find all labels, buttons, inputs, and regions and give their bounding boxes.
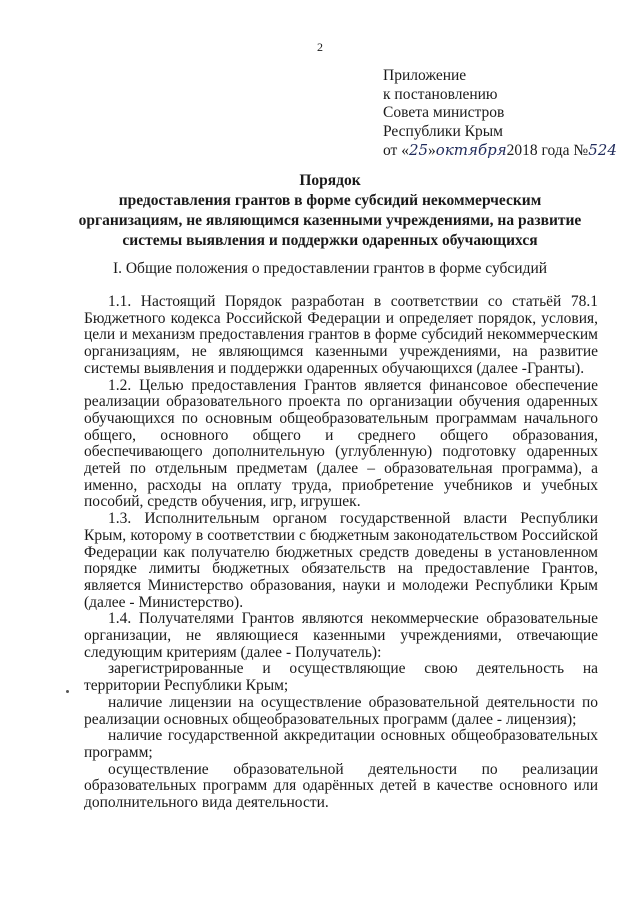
handwritten-number: 524 xyxy=(588,141,617,159)
paragraph: 1.1. Настоящий Порядок разработан в соответствии со статьёй 78.1 Бюджетного кодекса Российской Федерации и определяет порядок, условия, цели и механизм предоставления грантов в форме субсидий некоммерческим организациям, не являющимся казенными учреждениями, на развитие системы выявления и поддержки одаренных обучающихся (далее -Гранты). xyxy=(84,293,598,377)
paragraph: 1.4. Получателями Грантов являются некоммерческие образовательные организации, не являющиеся казенными учреждениями, отвечающие следующим критериям (далее - Получатель): xyxy=(84,610,598,661)
document-title xyxy=(60,171,600,251)
scan-dot xyxy=(66,690,69,693)
annex-line: к постановлению xyxy=(383,85,498,103)
date-mid: » xyxy=(428,142,436,159)
title-line: системы выявления и поддержки одаренных обучающихся xyxy=(122,232,538,249)
paragraph: 1.3. Исполнительным органом государственной власти Республики Крым, которому в соответствии с бюджетным законодательством Российской Федерации как получателю бюджетных средств доведены в установленном порядке лимиты бюджетных обязательств на предоставление Грантов, является Министерство образования, науки и молодежи Республики Крым (далее - Министерство). xyxy=(84,510,598,611)
annex-line: Приложение xyxy=(383,67,467,84)
criteria-item: осуществление образовательной деятельности по реализации образовательных программ для одарённых детей в качестве основного или дополнительного вида деятельности. xyxy=(84,760,598,812)
annex-line: Совета министров xyxy=(383,104,505,121)
date-year: 2018 года № xyxy=(506,142,589,159)
criteria-item: зарегистрированные и осуществляющие свою деятельность на территории Республики Крым; xyxy=(84,660,598,695)
annex-date-line xyxy=(383,141,617,161)
paragraph: 1.2. Целью предоставления Грантов является финансовое обеспечение реализации образовательного проекта по организации обучения одаренных обучающихся по основным общеобразовательным программам начального общего, основного общего и среднего общего образования, обеспечивающего дополнительную (углубленную) подготовку одаренных детей по отдельным предметам (далее – образовательная программа), а именно, расходы на оплату труда, приобретение учебников и учебных пособий, средств обучения, игр, игрушек. xyxy=(84,376,598,511)
document-body xyxy=(84,294,598,812)
title-line: организациям, не являющимся казенными учреждениями, на развитие xyxy=(78,212,582,229)
annex-line: Республики Крым xyxy=(383,122,503,140)
page-number: 2 xyxy=(317,40,323,54)
handwritten-month: октября xyxy=(435,141,507,159)
title-line: предоставления грантов в форме субсидий некоммерческим xyxy=(118,192,542,209)
annex-block xyxy=(383,67,617,161)
criteria-item: наличие государственной аккредитации основных общеобразовательных программ; xyxy=(84,727,598,761)
section-heading: I. Общие положения о предоставлении грантов в форме субсидий xyxy=(112,260,548,277)
handwritten-day: 25 xyxy=(408,141,429,159)
title-line: Порядок xyxy=(299,172,361,189)
date-prefix: от « xyxy=(383,142,409,159)
criteria-item: наличие лицензии на осуществление образовательной деятельности по реализации основных общеобразовательных программ (далее - лицензия); xyxy=(84,693,598,728)
